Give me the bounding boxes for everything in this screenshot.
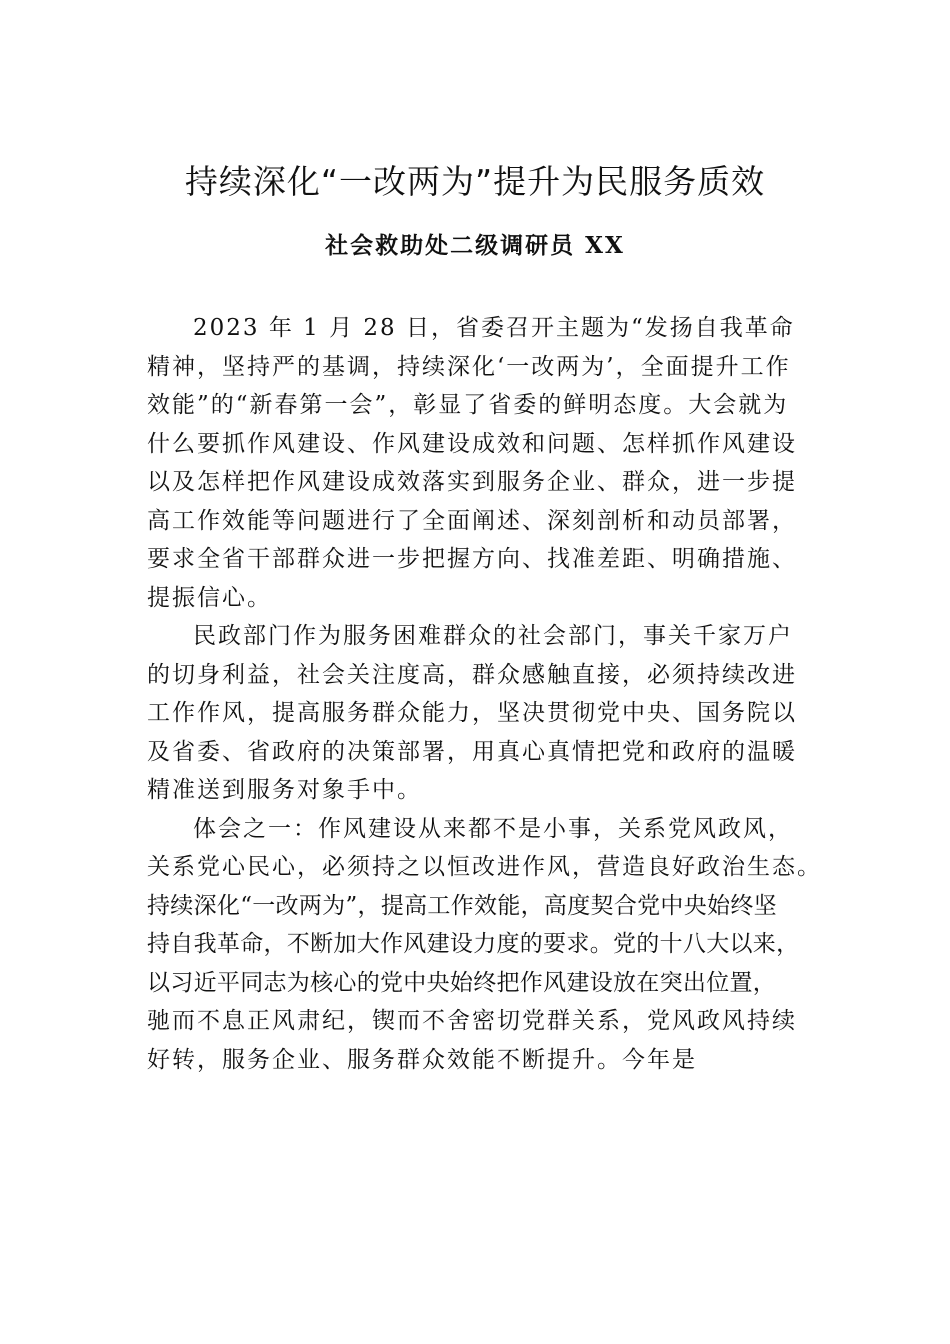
paragraph-line: 精准送到服务对象手中。 [147,777,422,803]
paragraph-line: 以习近平同志为核心的党中央始终把作风建设放在突出位置， [147,969,777,996]
paragraph-line: 什么要抓作风建设、作风建设成效和问题、怎样抓作风建设 [147,430,797,457]
paragraph-line: 2023 年 1 月 28 日，省委召开主题为“发扬自我革命 [193,315,795,341]
paragraph-line: 好转，服务企业、服务群众效能不断提升。今年是 [147,1046,697,1073]
paragraph-line: 以及怎样把作风建设成效落实到服务企业、群众，进一步提 [147,469,797,495]
paragraph-line: 要求全省干部群众进一步把握方向、找准差距、明确措施、 [147,546,797,572]
paragraph-line: 关系党心民心，必须持之以恒改进作风，营造良好政治生态。 [147,854,822,880]
paragraph-line: 持自我革命，不断加大作风建设力度的要求。党的十八大以来， [147,931,800,957]
paragraph-line: 及省委、省政府的决策部署，用真心真情把党和政府的温暖 [147,738,797,765]
paragraph-line: 驰而不息正风肃纪，锲而不舍密切党群关系，党风政风持续 [147,1008,797,1034]
paragraph-line: 提振信心。 [147,584,272,611]
document-title: 持续深化“一改两为”提升为民服务质效 [184,162,766,201]
document-body [147,309,822,1079]
paragraph-line: 工作作风，提高服务群众能力，坚决贯彻党中央、国务院以 [147,700,797,726]
paragraph-line: 民政部门作为服务困难群众的社会部门，事关千家万户 [193,623,793,649]
paragraph-line: 持续深化“一改两为”，提高工作效能，高度契合党中央始终坚 [147,892,777,919]
paragraph-line: 体会之一：作风建设从来都不是小事，关系党风政风， [193,815,793,842]
document-author: 社会救助处二级调研员 XX [325,232,625,259]
paragraph-line: 效能”的“新春第一会”，彰显了省委的鲜明态度。大会就为 [147,392,789,418]
paragraph-line: 精神，坚持严的基调，持续深化‘一改两为’，全面提升工作 [147,353,791,380]
paragraph-line: 的切身利益，社会关注度高，群众感触直接，必须持续改进 [147,661,797,688]
paragraph-3 [147,810,822,1080]
paragraph-2 [147,617,817,810]
paragraph-1 [147,309,817,617]
paragraph-line: 高工作效能等问题进行了全面阐述、深刻剖析和动员部署， [147,507,797,534]
